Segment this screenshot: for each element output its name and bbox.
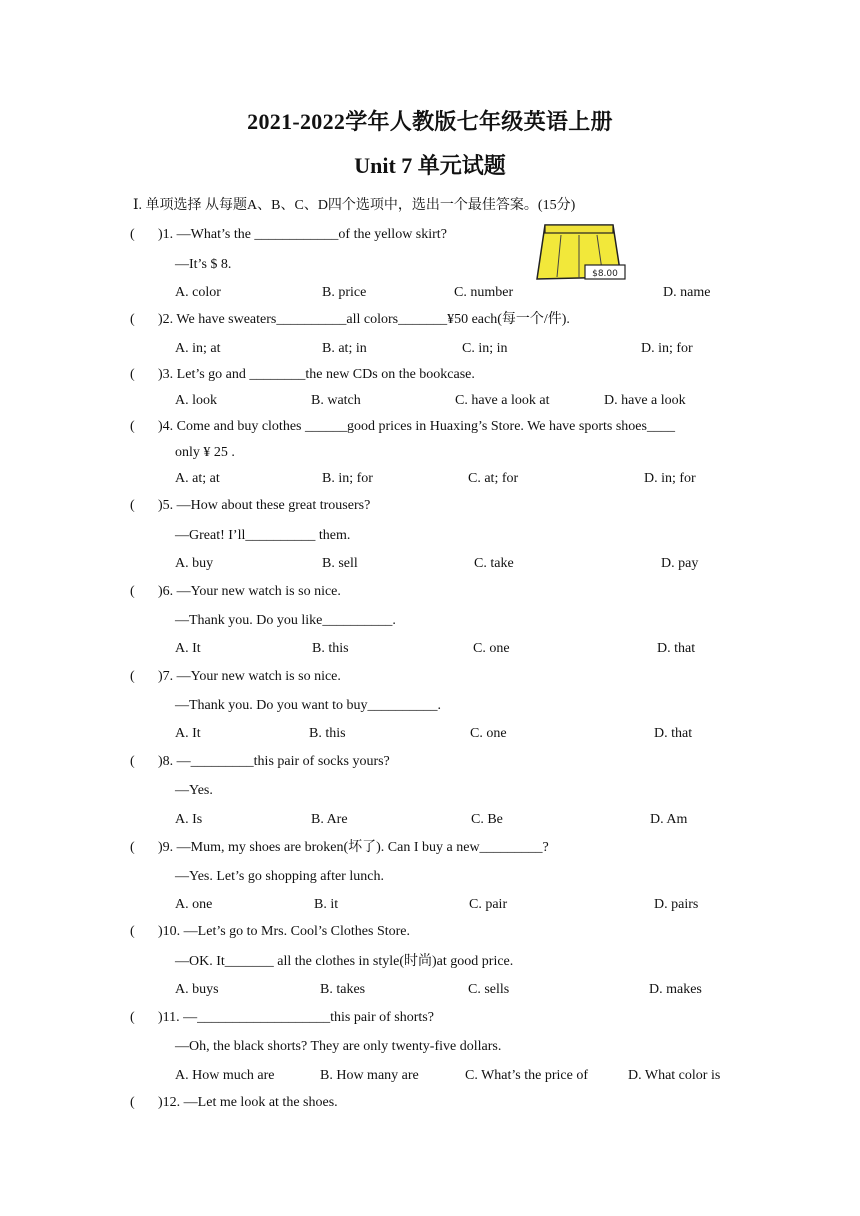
question-11-line2: —Oh, the black shorts? They are only twenty-five dollars. [175,1039,502,1054]
question-7-option-d: D. that [654,726,693,741]
question-9-option-d: D. pairs [654,897,699,912]
question-8: ( )8. —_________this pair of socks yours? [130,754,390,769]
question-8-line2: —Yes. [175,783,213,798]
question-stem: —___________________this pair of shorts? [183,1010,434,1025]
question-1-line2: —It’s $ 8. [175,257,232,272]
question-5-option-c: C. take [474,556,514,571]
question-2-option-b: B. at; in [322,341,367,356]
question-7-option-b: B. this [309,726,346,741]
page-title: 2021-2022学年人教版七年级英语上册 [247,109,613,134]
question-number: 12. [162,1095,181,1110]
question-3-option-d: D. have a look [604,393,686,408]
question-stem: —_________this pair of socks yours? [176,754,390,769]
question-9-line2: —Yes. Let’s go shopping after lunch. [175,869,384,884]
question-5-option-d: D. pay [661,556,699,571]
question-6-line2: —Thank you. Do you like__________. [175,613,396,628]
question-2-option-a: A. in; at [175,341,221,356]
question-5-line2: —Great! I’ll__________ them. [175,528,351,543]
question-9-option-c: C. pair [469,897,508,912]
question-4-option-c: C. at; for [468,471,519,486]
question-4-option-a: A. at; at [175,471,220,486]
question-stem: —Let me look at the shoes. [183,1095,338,1110]
question-10-option-d: D. makes [649,982,702,997]
question-1-option-a: A. color [175,285,221,300]
question-stem: We have sweaters__________all colors_______¥50 each(每一个/件). [176,312,570,327]
question-stem: —Mum, my shoes are broken(坏了). Can I buy a new_________? [176,840,549,855]
question-7-option-a: A. It [175,726,201,741]
question-7-option-c: C. one [470,726,507,741]
question-11-option-c: C. What’s the price of [465,1068,588,1083]
question-4-option-b: B. in; for [322,471,373,486]
question-11-option-d: D. What color is [628,1068,721,1083]
question-number: 1. [162,227,174,242]
question-stem: —Let’s go to Mrs. Cool’s Clothes Store. [183,924,411,939]
question-number: 4. [162,419,174,434]
question-number: 2. [162,312,174,327]
question-9-option-b: B. it [314,897,339,912]
question-stem: —Your new watch is so nice. [176,669,341,684]
question-9-option-a: A. one [175,897,213,912]
question-1-option-b: B. price [322,285,367,300]
question-2: ( )2. We have sweaters__________all colors_______¥50 each(每一个/件). [130,312,570,327]
question-10-option-a: A. buys [175,982,219,997]
question-number: 3. [162,367,174,382]
question-10-option-b: B. takes [320,982,366,997]
question-6-option-c: C. one [473,641,510,656]
question-5: ( )5. —How about these great trousers? [130,498,371,513]
question-3: ( )3. Let’s go and ________the new CDs on the bookcase. [130,367,475,382]
price-tag-text: $8.00 [592,269,618,279]
question-number: 6. [162,584,174,599]
question-11: ( )11. —___________________this pair of shorts? [130,1010,434,1025]
question-11-option-b: B. How many are [320,1068,419,1083]
question-9: ( )9. —Mum, my shoes are broken(坏了). Can I buy a new_________? [130,840,549,855]
question-number: 8. [162,754,174,769]
question-3-option-a: A. look [175,393,217,408]
question-10: ( )10. —Let’s go to Mrs. Cool’s Clothes Store. [130,924,411,939]
question-8-option-d: D. Am [650,812,688,827]
question-5-option-b: B. sell [322,556,358,571]
question-number: 9. [162,840,174,855]
question-stem: —How about these great trousers? [176,498,371,513]
question-5-option-a: A. buy [175,556,214,571]
question-8-option-b: B. Are [311,812,348,827]
question-2-option-c: C. in; in [462,341,508,356]
question-6: ( )6. —Your new watch is so nice. [130,584,341,599]
question-6-option-b: B. this [312,641,349,656]
question-number: 11. [162,1010,180,1025]
question-10-option-c: C. sells [468,982,510,997]
question-8-option-a: A. Is [175,812,203,827]
page-subtitle: Unit 7 单元试题 [354,153,506,178]
question-4: ( )4. Come and buy clothes ______good prices in Huaxing’s Store. We have sports shoes____ [130,419,675,434]
question-11-option-a: A. How much are [175,1068,275,1083]
question-1: ( )1. —What’s the ____________of the yellow skirt? [130,227,447,242]
question-7: ( )7. —Your new watch is so nice. [130,669,341,684]
question-stem: Let’s go and ________the new CDs on the bookcase. [176,367,475,382]
question-7-line2: —Thank you. Do you want to buy__________. [175,698,441,713]
yellow-skirt-image [531,221,627,285]
question-4-line2: only ¥ 25 . [175,445,235,460]
question-1-option-d: D. name [663,285,711,300]
question-3-option-c: C. have a look at [455,393,550,408]
question-stem: —What’s the ____________of the yellow skirt? [176,227,447,242]
question-number: 7. [162,669,174,684]
question-number: 5. [162,498,174,513]
question-4-option-d: D. in; for [644,471,696,486]
question-2-option-d: D. in; for [641,341,693,356]
question-6-option-a: A. It [175,641,201,656]
question-10-line2: —OK. It_______ all the clothes in style(时尚)at good price. [175,954,514,969]
section-instruction: Ⅰ. 单项选择 从每题A、B、C、D四个选项中，选出一个最佳答案。(15分) [133,198,576,213]
question-6-option-d: D. that [657,641,696,656]
question-3-option-b: B. watch [311,393,361,408]
question-number: 10. [162,924,181,939]
question-stem: —Your new watch is so nice. [176,584,341,599]
question-stem: Come and buy clothes ______good prices in Huaxing’s Store. We have sports shoes____ [176,419,675,434]
question-12: ( )12. —Let me look at the shoes. [130,1095,338,1110]
question-1-option-c: C. number [454,285,514,300]
question-8-option-c: C. Be [471,812,503,827]
